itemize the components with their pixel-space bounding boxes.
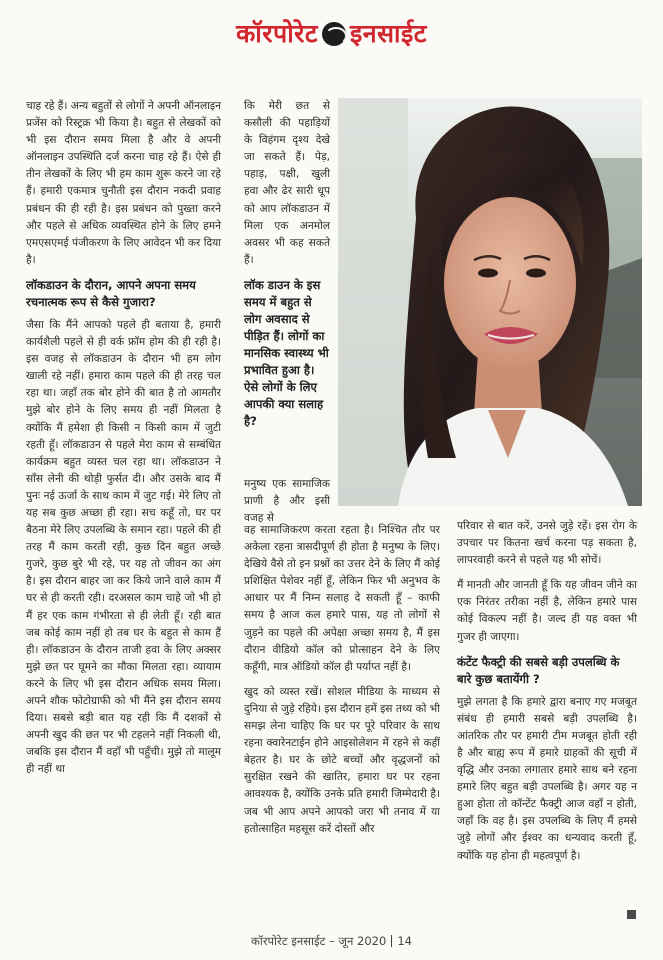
column-2-wide — [244, 522, 440, 846]
paragraph: मैं मानती और जानती हूँ कि यह जीवन जीने का एक निरंतर तरीका नहीं है, लेकिन हमारे पास कोई विकल्प नहीं है। जल्द ही यह वक्त भी गुजर ही जाएगा। — [457, 579, 637, 643]
masthead — [0, 16, 663, 50]
footer-label: कॉरपोरेट इनसाईट – जून 2020 — [251, 934, 387, 948]
paragraph: खुद को व्यस्त रखें। सोशल मीडिया के माध्यम से दुनिया से जुड़े रहिये। इस दौरान हमें इस तथ्य को भी समझ लेना चाहिए कि घर पर पूरे परिवार के साथ रहना क्वारेनटाईन होने आइसोलेशन में रहने से कहीं बेहतर है। घर के छोटे बच्चों और वृद्धजनों को सुरक्षित रखने की खातिर, हमारा घर पर रहना आवश्यक है, क्योंकि उनके प्रति हमारी जिम्मेदारी है। जब भी आप अपने आपको जरा भी तनाव में या हतोत्साहित महसूस करें दोस्तों और — [244, 685, 440, 835]
portrait-photo — [338, 98, 642, 506]
column-1 — [26, 98, 221, 786]
column-2-narrow — [244, 98, 330, 436]
question-heading: लॉक डाउन के इस समय में बहुत से लोग अवसाद से पीड़ित हैं। लोगों का मानसिक स्वास्थ्य भी प्रभावित हुआ है। ऐसे लोगों के लिए आपकी क्या सलाह है? — [244, 277, 329, 428]
footer-divider — [391, 935, 392, 947]
paragraph: मनुष्य एक सामाजिक प्राणी है और इसी वजह से — [244, 478, 330, 525]
paragraph: मुझे लगता है कि हमारे द्वारा बनाए गए मजबूत संबंध ही हमारी सबसे बड़ी उपलब्धि है। आंतरिक तौर पर हमारी टीम मजबूत होती रही है और बाह्य रूप में हमारे ग्राहकों की सूची में वृद्धि और उनका लगातार हमारे साथ बने रहना हमारे लिए बहुत बड़ी उपलब्धि है। अगर यह न हुआ होता तो कॉन्टेंट फैक्ट्री आज वहाँ न होती, जहाँ कि वह है। इस उपलब्धि के लिए मैं हमसे जुड़े लोगों और ईश्वर का धन्यवाद करती हूँ, क्योंकि यह होना ही महत्वपूर्ण है। — [457, 695, 637, 862]
page-footer — [0, 934, 663, 949]
end-of-article-mark — [627, 910, 636, 919]
paragraph: जैसा कि मैंने आपको पहले ही बताया है, हमारी कार्यशैली पहले से ही वर्क फ्रॉम होम की ही रही है। इस वजह से लॉकडाउन के दौरान भी हम लोग खाली रहे नहीं। हमारा काम पहले की ही तरह चल रहा था। जहाँ तक बोर होने की बात है तो आमतौर मुझे बोर होने के लिए समय ही नहीं मिलता है क्योंकि मैं हमेशा ही किसी न किसी काम में जुटी रहती हूँ। लॉकडाउन से पहले मेरा काम से सम्बंधित कार्यक्रम बहुत व्यस्त चल रहा था। लॉकडाउन ने साँस लेनी की थोड़ी फुर्सत दी। और उसके बाद मैं पुनः नई ऊर्जा के साथ काम में जुट गई। मेरे लिए तो यह सब कुछ अच्छा ही रहा। सच कहूँ तो, घर पर बैठना मेरे लिए उपलब्धि के समान रहा। पहले की ही तरह मैं काम करती रही, कुछ दिन बहुत अच्छे गुजरे, कुछ बुरे भी रहे, पर यह तो जीवन का अंग है। इस दौरान बाहर जा कर किये जाने वाले काम मैं घर से ही करती रही। दरअसल काम चाहे जो भी हो मैं हर एक काम गंभीरता से ही लेती हूँ। रही बात जब कोई काम नहीं हो तब घर के बहुत से काम हैं ही। लॉकडाउन के दौरान ताजी हवा के लिए अक्सर मुझे छत पर घूमने का मौका मिलता रहा। व्यायाम करने के लिए भी इस दौरान अधिक समय मिला। अपने शौक फोटोग्राफी को भी मैंने इस दौरान समय दिया। सबसे बड़ी बात यह रही कि मैं दशकों से अपनी खुद की छत पर भी टहलने नहीं निकली थी, जबकि इस दौरान मैं वहाँ भी पहुँची। मुझे तो मालूम ही नहीं था — [26, 318, 221, 776]
masthead-right: इनसाईट — [350, 19, 427, 48]
portrait-illustration — [338, 98, 642, 506]
question-heading: कंटेंट फैक्ट्री की सबसे बड़ी उपलब्धि के बारे कुछ बतायेंगी ? — [457, 654, 620, 686]
paragraph: परिवार से बात करें, उनसे जुड़े रहें। इस रोग के उपचार पर कितना खर्च करना पड़ सकता है, लापरवाही करने से पहले यह भी सोचें। — [457, 520, 637, 567]
question-heading: लॉकडाउन के दौरान, आपने अपना समय रचनात्मक रूप से कैसे गुजारा? — [26, 277, 196, 309]
page-number: 14 — [397, 934, 412, 948]
globe-icon — [322, 22, 346, 46]
column-3 — [457, 518, 637, 873]
paragraph: कि मेरी छत से कसौली की पहाड़ियों के विहंगम दृश्य देखे जा सकते हैं। पेड़, पहाड़, पक्षी, खुली हवा और ढेर सारी धूप को आप लॉकडाउन में मिला एक अनमोल अवसर भी कह सकते हैं। — [244, 100, 330, 266]
masthead-left: कॉरपोरेट — [236, 19, 318, 48]
paragraph: वह सामाजिकरण करता रहता है। निश्चित तौर पर अकेला रहना त्रासदीपूर्ण ही होता है मनुष्य के लिए। देखिये वैसे तो इन प्रश्नों का उत्तर देने के लिए मैं कोई प्रशिक्षित पेशेवर नहीं हूँ, लेकिन फिर भी अनुभव के आधार पर मैं निम्न सलाह दे सकती हूँ – काफी समय है आज कल हमारे पास, यह तो लोगों से जुड़ने का पहले की अपेक्षा अच्छा समय है, मैं इस दौरान वीडियो कॉल को प्रोत्साहन देने के लिए कहूँगी, मात्र ऑडियो कॉल ही पर्याप्त नहीं है। — [244, 524, 440, 673]
paragraph: चाह रहे हैं। अन्य बहुतों से लोगों ने अपनी ऑनलाइन प्रजेंस को रिस्ट्रक्र भी किया है। बहुत से लेखकों को भी इस दौरान समय मिला है और वे अपनी ऑनलाइन उपस्थिति दर्ज करना चाह रहे हैं। ऐसे ही तीन लेखकों के लिए भी हम काम शुरू करने जा रहे हैं। हमारी एकमात्र चुनौती इस दौरान नकदी प्रवाह प्रबंधन की ही रही है। इस प्रबंधन को पुख्ता करने और पहले से अधिक व्यवस्थित होने के लिए हमने एमएसएमई पंजीकरण के लिए आवेदन भी कर दिया है। — [26, 100, 221, 266]
